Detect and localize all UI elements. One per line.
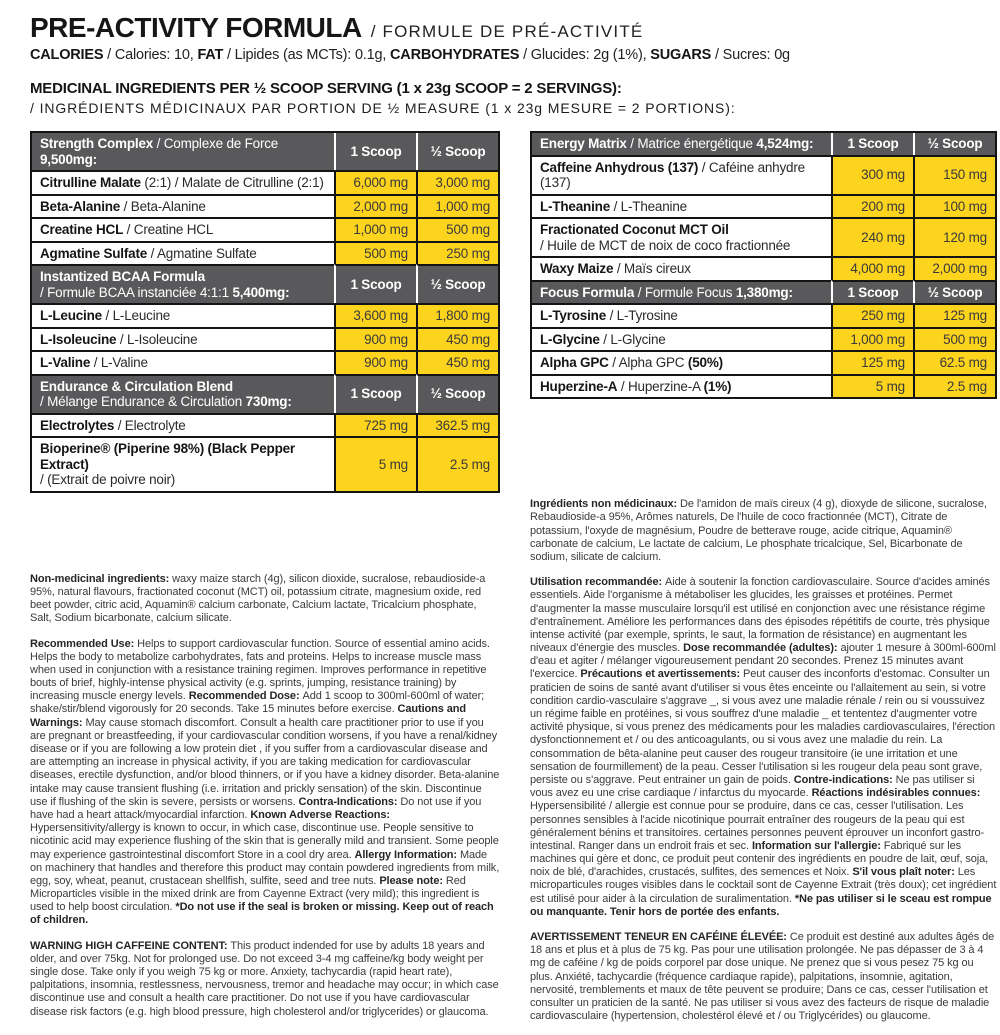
ingredient-row — [532, 256, 995, 280]
ingredient-name-cell: L-Isoleucine / L-Isoleucine — [32, 327, 334, 351]
one-scoop-value-cell: 240 mg — [831, 217, 913, 256]
energy-focus-table — [530, 131, 997, 399]
medicinal-heading-english: MEDICINAL INGREDIENTS PER ½ SCOOP SERVING (1 x 23g SCOOP = 2 SERVINGS): — [30, 80, 622, 97]
half-scoop-value-cell: 125 mg — [913, 303, 995, 327]
half-scoop-column-header: ½ Scoop — [416, 264, 498, 303]
recommended-use-paragraph: Recommended Use: Helps to support cardiovascular function. Source of essential amino acids. Helps the body to metabolize carbohydrates, fats and proteins. Helps to increase muscle mass when used in conjunction with a resistance training regimen. Improves performance in repetitive bouts of brief, highly-intense physical activity (e.g. sprints, jumping, resistance training) by increasing muscle energy levels. Recommended Dose: Add 1 scoop to 300ml-600ml of water; shake/stir/blend vigorously for 20 seconds. Take 15 minutes before exercise. Cautions and Warnings: May cause stomach discomfort. Consult a health care practitioner prior to use if you are pregnant or breastfeeding, if your cardiovascular condition worsens, if you have a renal/kidney disease or if you are following a low protein diet , if you suffer from a cardiovascular disease and are attempting an increase in physical activity, if you are taking medication for cardiovascular diseases, erectile dysfunction, and/or blood thinners, or if you have a kidney disorder. Beta-alanine intake may cause transient flushing (i.e. irritation and prickly sensation) of the skin. Discontinue use if flushing of the skin is severe, persists or worsens. Contra-Indications: Do not use if you have had a heart attack/myocardial infarction. Known Adverse Reactions: Hypersensitivity/allergy is known to occur, in which case, discontinue use. People sensitive to nicotinic acid may experience flushing of the skin that is generally mild and transient. Some people may experience gastrointestinal discomfort Store in a cool dry area. Allergy Information: Made on machinery that handles and therefore this product may contain powdered ingredients from milk, egg, soy, wheat, peanut, crustacean shellfish, sulfite, seed and tree nuts. Please note: Red Microparticles visible in the mixed drink are from Cayenne Extract (very mild); this ingredient is used to help boost circulation. *Do not use if the seal is broken or missing. Keep out of reach of children. — [30, 637, 500, 927]
right-column — [530, 131, 997, 1035]
ingredient-name-cell: L-Tyrosine / L-Tyrosine — [532, 303, 831, 327]
one-scoop-value-cell: 6,000 mg — [334, 170, 416, 194]
half-scoop-value-cell: 450 mg — [416, 350, 498, 374]
ingredient-name-cell: Citrulline Malate (2:1) / Malate de Citrulline (2:1) — [32, 170, 334, 194]
ingredient-name-cell: Waxy Maize / Maïs cireux — [532, 256, 831, 280]
caffeine-warning-paragraph-english: WARNING HIGH CAFFEINE CONTENT: This product indended for use by adults 18 years and older, and over 75kg. Not for prolonged use. Do not exceed 3-4 mg caffeine/kg body weight per single dose. Take only if you weigh 75 kg or more. Anxiety, tachycardia (rapid heart rate), palpitations, insomnia, restlessness, nervousness, tremor and headache may occur; in which case discontinue use and consult a health care practitioner. Do not use if you have cardiovascular disease risk factors (e.g. high blood pressure, high cholesterol and/or triglycerides) or glaucoma. — [30, 939, 499, 1018]
half-scoop-column-header: ½ Scoop — [416, 374, 498, 413]
strength-bcaa-endurance-table — [30, 131, 500, 493]
one-scoop-value-cell: 5 mg — [831, 374, 913, 398]
half-scoop-value-cell: 450 mg — [416, 327, 498, 351]
title-row — [30, 12, 986, 44]
section-header-row — [32, 374, 498, 413]
one-scoop-value-cell: 3,600 mg — [334, 303, 416, 327]
ingredient-name-cell: Fractionated Coconut MCT Oil / Huile de MCT de noix de coco fractionnée — [532, 217, 831, 256]
page-title: PRE-ACTIVITY FORMULA — [30, 12, 362, 43]
half-scoop-value-cell: 1,800 mg — [416, 303, 498, 327]
section-header-row — [32, 264, 498, 303]
half-scoop-value-cell: 1,000 mg — [416, 194, 498, 218]
half-scoop-value-cell: 62.5 mg — [913, 350, 995, 374]
one-scoop-value-cell: 200 mg — [831, 194, 913, 218]
two-column-layout — [30, 131, 997, 1035]
ingredient-name-cell: Beta-Alanine / Beta-Alanine — [32, 194, 334, 218]
half-scoop-value-cell: 120 mg — [913, 217, 995, 256]
one-scoop-value-cell: 125 mg — [831, 350, 913, 374]
one-scoop-value-cell: 2,000 mg — [334, 194, 416, 218]
half-scoop-value-cell: 250 mg — [416, 241, 498, 265]
half-scoop-column-header: ½ Scoop — [913, 133, 995, 155]
half-scoop-value-cell: 2.5 mg — [913, 374, 995, 398]
one-scoop-value-cell: 250 mg — [831, 303, 913, 327]
half-scoop-value-cell: 2,000 mg — [913, 256, 995, 280]
ingredient-row — [532, 194, 995, 218]
one-scoop-value-cell: 300 mg — [831, 155, 913, 194]
ingredient-row — [532, 155, 995, 194]
ingredient-name-cell: L-Glycine / L-Glycine — [532, 327, 831, 351]
ingredient-row — [532, 217, 995, 256]
ingredient-row — [32, 241, 498, 265]
section-title-cell: Focus Formula / Formule Focus 1,380mg: — [532, 280, 831, 304]
ingredient-row — [32, 413, 498, 437]
half-scoop-value-cell: 150 mg — [913, 155, 995, 194]
half-scoop-value-cell: 3,000 mg — [416, 170, 498, 194]
one-scoop-value-cell: 1,000 mg — [831, 327, 913, 351]
ingredient-row — [532, 350, 995, 374]
ingredient-name-cell: Bioperine® (Piperine 98%) (Black Pepper Extract) / (Extrait de poivre noir) — [32, 436, 334, 491]
ingredient-row — [532, 303, 995, 327]
half-scoop-value-cell: 100 mg — [913, 194, 995, 218]
half-scoop-value-cell: 500 mg — [913, 327, 995, 351]
half-scoop-column-header: ½ Scoop — [913, 280, 995, 304]
one-scoop-value-cell: 900 mg — [334, 327, 416, 351]
ingredient-name-cell: Huperzine-A / Huperzine-A (1%) — [532, 374, 831, 398]
half-scoop-value-cell: 2.5 mg — [416, 436, 498, 491]
section-title-cell: Endurance & Circulation Blend / Mélange Endurance & Circulation 730mg: — [32, 374, 334, 413]
one-scoop-value-cell: 900 mg — [334, 350, 416, 374]
ingredient-name-cell: L-Leucine / L-Leucine — [32, 303, 334, 327]
one-scoop-value-cell: 5 mg — [334, 436, 416, 491]
ingredient-row — [32, 303, 498, 327]
ingredient-name-cell: L-Valine / L-Valine — [32, 350, 334, 374]
ingredient-row — [532, 374, 995, 398]
recommended-use-paragraph-french: Utilisation recommandée: Aide à soutenir la fonction cardiovasculaire. Source d'acides aminés essentiels. Aide l'organisme à métaboliser les glucides, les graisses et protéines. Permet d'augmenter la masse musculaire lorsqu'il est utilisé en conjonction avec une résistance régime d'entraînement. Améliore les performances dans des épisodes répétitifs de courte, très physique intense activité (par exemple, sprints, le saut, la formation de résistance) en augmentant les niveaux d'énergie des muscles. Dose recommandée (adultes): ajouter 1 mesure à 300ml-600ml d'eau et agiter / mélanger vigoureusement pendant 20 secondes. Prenez 15 minutes avant l'exercice. Précautions et avertissements: Peut causer des inconforts d'estomac. Consulter un praticien de soins de santé avant d'utiliser si vous êtes enceinte ou l'allaitement au sein, si votre condition cardio-vasculaire s'aggrave _, si vous avez une maladie rénale / rein ou si voussuivez un régime faible en protéines, si vous souffrez d'une maladie _ et tententez d'augmenter votre activité physique, si vous prenez des médicaments pour les maladies cardiovasculaires, l'érection dysfonctionnement et / ou des anticoagulants, ou si vous avez une maladie du rein. La consommation de bêta-alanine peut causer des rougeur transitoire (ie une irritation et une sensation de fourmillement) de la peau. Cesser l'utilisation si les rougeur dela peau sont grave, persiste ou s'aggrave. Peut entrainer un gain de poids. Contre-indications: Ne pas utiliser si vous avez eu une crise cardiaque / infarctus du myocarde. Réactions indésirables connues: Hypersensibilité / allergie est connue pour se produire, dans ce cas, cesser l'utilisation. Les personnes sensibles à l'acide nicotinique pourrait entraîner des rougeurs de la peau qui est généralement bénins et transitoires. certaines personnes peuvent éprouver un inconfort gastro-intestinal. Ranger dans un endroit frais et sec. Information sur l'allergie: Fabriqué sur les machines qui gère et donc, ce produit peut contenir des ingrédients en poudre de lait, œuf, soja, noix de blé, d'arachides, crustacés, sulfites, des semences et Noix. S'il vous plaît noter: Les microparticules rouges visibles dans le cocktail sont de Cayenne Extrait (très doux); cet ingrédient est utilisé pour aider à la circulation de suralimentation. *Ne pas utiliser si le sceau est rompue ou manquante. Tenir hors de portée des enfants. — [530, 576, 997, 918]
section-header-row — [32, 133, 498, 170]
ingredient-row — [532, 327, 995, 351]
non-medicinal-ingredients-paragraph: Non-medicinal ingredients: waxy maize starch (4g), silicon dioxide, sucralose, rebaudioside-a 95%, natural flavours, fractionated coconut (MCT) oil, potassium citrate, magnesium oxide, red beet powder, citric acid, Aquamin® calcium carbonate, Calcium lactate, Tricalcium phosphate, Salt, Sodium bicarbonate, calcium silicate. — [30, 572, 486, 625]
one-scoop-column-header: 1 Scoop — [334, 133, 416, 170]
section-title-cell: Energy Matrix / Matrice énergétique 4,524mg: — [532, 133, 831, 155]
one-scoop-value-cell: 725 mg — [334, 413, 416, 437]
non-medicinal-ingredients-paragraph-french: Ingrédients non médicinaux: De l'amidon de maïs cireux (4 g), dioxyde de silicone, sucralose, Rebaudioside-a 95%, Arômes naturels, De l'huile de coco fractionnée (MCT), Citrate de potassium, l'oxyde de magnésium, Poudre de betterave rouge, acide citrique, Aquamin® carbonate de calcium, Le lactate de calcium, Le phosphate tricalcique, Sel, Bicarbonate de sodium, silicate de calcium. — [530, 498, 987, 563]
ingredients-table — [30, 131, 500, 493]
one-scoop-column-header: 1 Scoop — [831, 133, 913, 155]
one-scoop-value-cell: 500 mg — [334, 241, 416, 265]
one-scoop-value-cell: 1,000 mg — [334, 217, 416, 241]
ingredient-name-cell: Caffeine Anhydrous (137) / Caféine anhydre (137) — [532, 155, 831, 194]
ingredient-name-cell: L-Theanine / L-Theanine — [532, 194, 831, 218]
one-scoop-column-header: 1 Scoop — [334, 264, 416, 303]
one-scoop-value-cell: 4,000 mg — [831, 256, 913, 280]
section-title-cell: Strength Complex / Complexe de Force 9,500mg: — [32, 133, 334, 170]
section-title-cell: Instantized BCAA Formula / Formule BCAA instanciée 4:1:1 5,400mg: — [32, 264, 334, 303]
one-scoop-column-header: 1 Scoop — [334, 374, 416, 413]
ingredient-row — [32, 436, 498, 491]
section-header-row — [532, 133, 995, 155]
ingredient-row — [32, 350, 498, 374]
section-header-row — [532, 280, 995, 304]
left-text-block — [30, 573, 500, 1019]
ingredient-name-cell: Creatine HCL / Creatine HCL — [32, 217, 334, 241]
ingredient-name-cell: Alpha GPC / Alpha GPC (50%) — [532, 350, 831, 374]
left-column — [30, 131, 500, 1035]
right-text-block — [530, 498, 997, 1023]
ingredient-row — [32, 217, 498, 241]
ingredient-row — [32, 194, 498, 218]
page-title-french: / FORMULE DE PRÉ-ACTIVITÉ — [370, 22, 644, 41]
ingredient-row — [32, 327, 498, 351]
ingredient-row — [32, 170, 498, 194]
medicinal-heading-french: / INGRÉDIENTS MÉDICINAUX PAR PORTION DE ½ MEASURE (1 x 23g MESURE = 2 PORTIONS): — [30, 100, 736, 116]
nutrition-facts-line: CALORIES / Calories: 10, FAT / Lipides (as MCTs): 0.1g, CARBOHYDRATES / Glucides: 2g (1%), SUGARS / Sucres: 0g — [30, 47, 790, 63]
half-scoop-column-header: ½ Scoop — [416, 133, 498, 170]
ingredients-table — [530, 131, 997, 399]
ingredient-name-cell: Agmatine Sulfate / Agmatine Sulfate — [32, 241, 334, 265]
half-scoop-value-cell: 500 mg — [416, 217, 498, 241]
one-scoop-column-header: 1 Scoop — [831, 280, 913, 304]
ingredient-name-cell: Electrolytes / Electrolyte — [32, 413, 334, 437]
half-scoop-value-cell: 362.5 mg — [416, 413, 498, 437]
caffeine-warning-paragraph-french: AVERTISSEMENT TENEUR EN CAFÉINE ÉLEVÉE: Ce produit est destiné aux adultes âgés de 18 ans et plus et à plus de 75 kg. Pas pour une utilisation prolongée. Ne pas dépasser de 3 à 4 mg de caféine / kg de poids corporel par dose unique. Ne prenez que si vous pesez 75 kg ou plus. Anxiété, tachycardie (fréquence cardiaque rapide), palpitations, insomnie, agitation, nervosité, tremblements et maux de tête peuvent se produire; Dans ce cas, cesser l'utilisation et consulter un praticien de la santé. Ne pas utiliser si vous avez des facteurs de risque de maladie cardiovasculaire (hypertension, cholestérol élevé et / ou Triglycérides) ou glaucome. — [530, 931, 995, 1023]
